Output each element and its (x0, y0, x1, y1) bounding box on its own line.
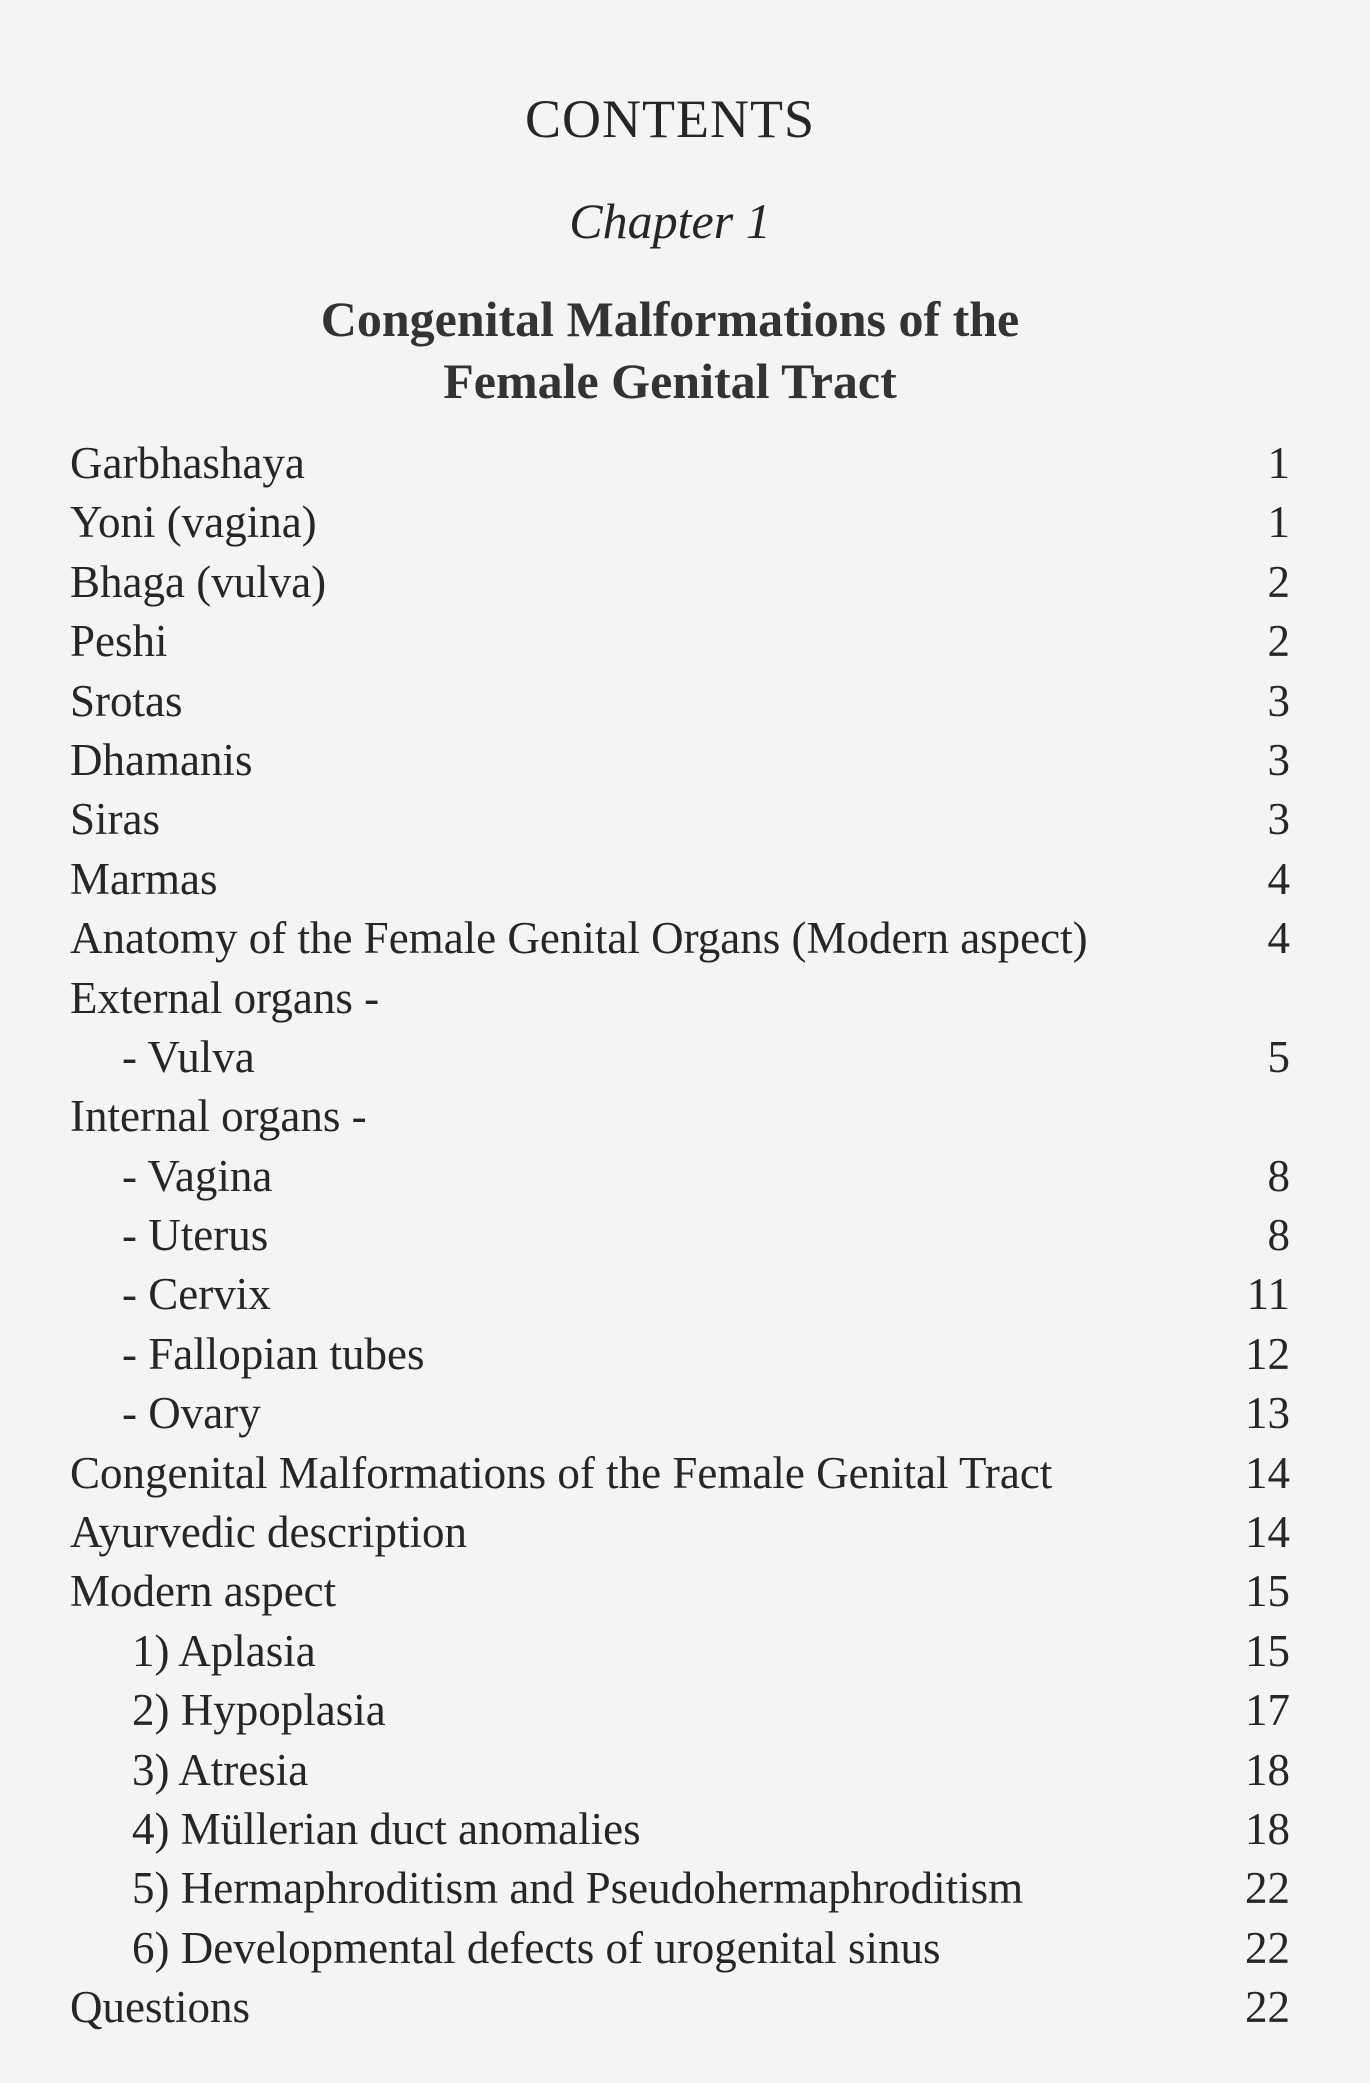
toc-entry-title: External organs - (70, 972, 380, 1023)
toc-entry-page-number: 22 (1245, 1863, 1290, 1914)
toc-entry-page-number: 3 (1267, 734, 1290, 785)
toc-entry (70, 434, 1290, 493)
toc-entry-page-number: 12 (1245, 1328, 1290, 1379)
toc-entry (70, 1206, 1290, 1265)
toc-entry-page-number: 18 (1245, 1744, 1290, 1795)
toc-entry-page-number: 15 (1245, 1625, 1290, 1676)
toc-entry-title: Siras (70, 794, 160, 845)
toc-entry (70, 1978, 1290, 2037)
toc-entry (70, 553, 1290, 612)
chapter-label: Chapter 1 (569, 193, 771, 249)
toc-entry-page-number: 14 (1245, 1447, 1290, 1498)
toc-entry-page-number: 8 (1267, 1150, 1290, 1201)
toc-entry-page-number: 1 (1267, 438, 1290, 488)
toc-entry (70, 1028, 1290, 1087)
toc-entry (70, 1919, 1290, 1978)
toc-entry-title: - Vulva (122, 1031, 255, 1082)
toc-entry (70, 1741, 1290, 1800)
toc-entry-page-number: 3 (1267, 675, 1290, 726)
toc-entry (70, 1562, 1290, 1621)
toc-entry-title: Anatomy of the Female Genital Organs (Modern aspect) (70, 913, 1088, 964)
toc-entry-title: 3) Atresia (132, 1744, 309, 1795)
toc-entry (70, 909, 1290, 968)
toc-entry (70, 1147, 1290, 1206)
toc-entry-title: - Uterus (122, 1210, 269, 1261)
toc-entry (70, 731, 1290, 790)
toc-entry-page-number: 22 (1245, 1982, 1290, 2033)
toc-entry-page-number: 15 (1245, 1566, 1290, 1617)
toc-entry-title: Yoni (vagina) (70, 497, 317, 548)
toc-entry-page-number: 1 (1267, 497, 1290, 548)
toc-entry (70, 672, 1290, 731)
toc-entry-title: Dhamanis (70, 734, 253, 785)
chapter-title (0, 288, 1340, 412)
toc-entry-title: Congenital Malformations of the Female Genital Tract (70, 1447, 1053, 1498)
toc-entry (70, 1800, 1290, 1859)
toc-entry (70, 1384, 1290, 1443)
toc-entry-title: Peshi (70, 616, 168, 667)
toc-entry-page-number: 5 (1267, 1031, 1290, 1082)
toc-entry (70, 1087, 1290, 1146)
toc-entry-title: 1) Aplasia (132, 1625, 316, 1676)
toc-entry (70, 1681, 1290, 1740)
toc-entry-title: Ayurvedic description (70, 1507, 468, 1558)
toc-entry-page-number: 18 (1245, 1803, 1290, 1854)
toc-entry-title: - Vagina (122, 1150, 273, 1201)
chapter-title-line-1: Congenital Malformations of the (320, 291, 1020, 347)
toc-entry (70, 790, 1290, 849)
toc-entry-page-number: 4 (1267, 853, 1290, 904)
chapter-title-line-2: Female Genital Tract (443, 353, 897, 409)
toc-entry (70, 1444, 1290, 1503)
toc-entry-title: Internal organs - (70, 1091, 367, 1142)
toc-entry-title: Modern aspect (70, 1566, 337, 1617)
toc-entry-page-number: 2 (1267, 616, 1290, 667)
toc-entry (70, 969, 1290, 1028)
toc-entry (70, 612, 1290, 671)
contents-heading: CONTENTS (525, 89, 815, 149)
toc-entry-title: - Ovary (122, 1388, 261, 1439)
toc-entry-page-number: 2 (1267, 556, 1290, 607)
toc-entry-title: - Fallopian tubes (122, 1328, 425, 1379)
toc-entry (70, 1622, 1290, 1681)
toc-entry-title: 5) Hermaphroditism and Pseudohermaphroditism (132, 1863, 1024, 1914)
toc-entry-page-number: 3 (1267, 794, 1290, 845)
toc-entry (70, 850, 1290, 909)
toc-entry-page-number: 13 (1245, 1388, 1290, 1439)
toc-entry-title: 6) Developmental defects of urogenital sinus (132, 1922, 941, 1973)
table-of-contents (70, 434, 1290, 2038)
toc-entry-title: 4) Müllerian duct anomalies (132, 1803, 641, 1854)
toc-entry-page-number: 22 (1245, 1922, 1290, 1973)
toc-entry-title: Srotas (70, 675, 183, 726)
toc-entry (70, 1503, 1290, 1562)
toc-entry-page-number: 4 (1267, 913, 1290, 964)
toc-entry-title: 2) Hypoplasia (132, 1685, 386, 1736)
toc-entry (70, 493, 1290, 552)
toc-entry-page-number: 11 (1246, 1269, 1290, 1320)
toc-entry-page-number: 14 (1245, 1507, 1290, 1558)
toc-entry-title: - Cervix (122, 1269, 271, 1320)
toc-entry (70, 1265, 1290, 1324)
toc-entry (70, 1859, 1290, 1918)
toc-entry-title: Questions (70, 1982, 250, 2033)
toc-entry-title: Garbhashaya (70, 438, 305, 488)
toc-entry (70, 1325, 1290, 1384)
toc-entry-page-number: 17 (1245, 1685, 1290, 1736)
toc-entry-title: Bhaga (vulva) (70, 556, 327, 607)
toc-entry-title: Marmas (70, 853, 218, 904)
toc-entry-page-number: 8 (1267, 1210, 1290, 1261)
